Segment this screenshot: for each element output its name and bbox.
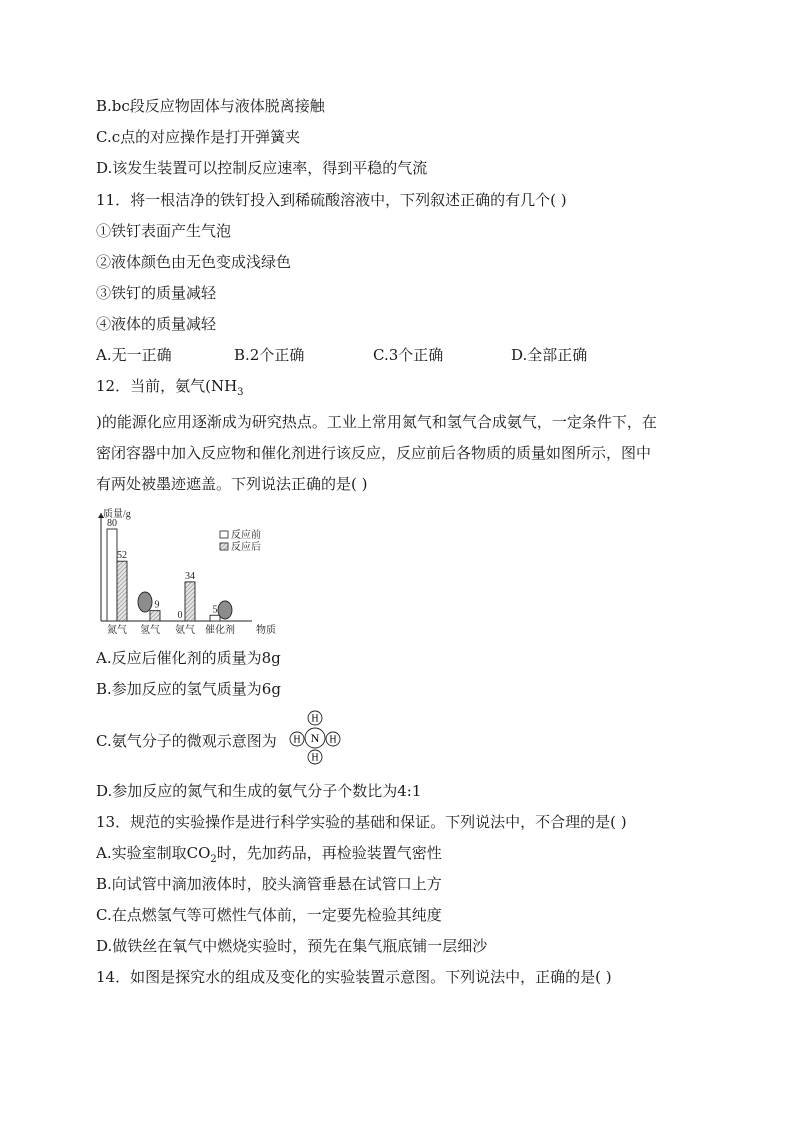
q12-stem-line-3: 密闭容器中加入反应物和催化剂进行该反应，反应前后各物质的质量如图所示，图中 bbox=[96, 444, 652, 462]
data-label-hydrogen-after: 9 bbox=[154, 599, 160, 611]
hydrogen-label-left: H bbox=[293, 734, 301, 746]
y-axis-label: 质量/g bbox=[103, 509, 131, 520]
q11-item-2: ②液体颜色由无色变成浅绿色 bbox=[96, 253, 292, 271]
q13-option-a-subscript: 2 bbox=[210, 854, 217, 865]
legend-label-before: 反应前 bbox=[231, 530, 261, 541]
q10-option-c: C.c点的对应操作是打开弹簧夹 bbox=[96, 128, 301, 146]
q13-option-b: B.向试管中滴加液体时，胶头滴管垂悬在试管口上方 bbox=[96, 875, 442, 893]
q13-option-a-prefix: A.实验室制取 bbox=[96, 844, 187, 862]
bar-nitrogen-after bbox=[117, 561, 127, 621]
category-label-ammonia: 氨气 bbox=[175, 625, 195, 636]
q13-option-a-formula: CO bbox=[186, 844, 211, 862]
q11-stem: 11．将一根洁净的铁钉投入到稀硫酸溶液中，下列叙述正确的有几个( ) bbox=[96, 191, 567, 209]
data-label-ammonia-before: 0 bbox=[177, 610, 183, 621]
q12-option-a: A.反应后催化剂的质量为8g bbox=[96, 649, 281, 667]
category-label-nitrogen: 氮气 bbox=[107, 625, 127, 636]
q12-option-d: D.参加反应的氮气和生成的氨气分子个数比为4:1 bbox=[96, 782, 422, 800]
q10-option-b: B.bc段反应物固体与液体脱离接触 bbox=[96, 97, 325, 115]
q12-stem-subscript: 3 bbox=[237, 387, 244, 398]
q11-option-b: B.2个正确 bbox=[234, 346, 305, 364]
q11-option-c: C.3个正确 bbox=[373, 346, 444, 364]
bar-hydrogen-after bbox=[150, 611, 160, 621]
q12-option-c: C.氨气分子的微观示意图为 bbox=[96, 732, 277, 750]
data-label-nitrogen-before: 80 bbox=[107, 518, 117, 529]
q12-stem-text: 12．当前，氨气(NH bbox=[96, 377, 238, 395]
q12-stem-line-4: 有两处被墨迹遮盖。下列说法正确的是( ) bbox=[96, 475, 368, 493]
q11-option-a: A.无一正确 bbox=[96, 346, 172, 364]
hydrogen-label-top: H bbox=[311, 713, 319, 725]
q12-stem-line-1 bbox=[96, 376, 244, 399]
hydrogen-label-right: H bbox=[329, 734, 337, 746]
q13-option-d: D.做铁丝在氧气中燃烧实验时，预先在集气瓶底铺一层细沙 bbox=[96, 937, 488, 955]
q13-stem: 13．规范的实验操作是进行科学实验的基础和保证。下列说法中，不合理的是( ) bbox=[96, 813, 627, 831]
q11-item-1: ①铁钉表面产生气泡 bbox=[96, 222, 232, 240]
category-label-catalyst: 催化剂 bbox=[205, 625, 235, 636]
q13-option-a-suffix: 时，先加药品，再检验装置气密性 bbox=[216, 844, 442, 862]
category-label-hydrogen: 氢气 bbox=[140, 625, 160, 636]
x-axis-label: 物质 bbox=[256, 625, 276, 636]
q11-item-3: ③铁钉的质量减轻 bbox=[96, 284, 217, 302]
legend-swatch-after bbox=[220, 543, 228, 550]
q13-option-a bbox=[96, 843, 442, 866]
bar-nitrogen-before bbox=[107, 529, 117, 621]
q11-item-4: ④液体的质量减轻 bbox=[96, 315, 217, 333]
hydrogen-label-bottom: H bbox=[311, 752, 319, 764]
legend-label-after: 反应后 bbox=[231, 542, 261, 553]
data-label-ammonia-after: 34 bbox=[185, 570, 195, 582]
q10-option-d: D.该发生装置可以控制反应速率，得到平稳的气流 bbox=[96, 159, 428, 177]
q12-option-b: B.参加反应的氢气质量为6g bbox=[96, 680, 281, 698]
ink-blot-hydrogen-before bbox=[138, 592, 152, 612]
data-label-catalyst-before: 5 bbox=[212, 604, 218, 616]
q13-option-c: C.在点燃氢气等可燃性气体前，一定要先检验其纯度 bbox=[96, 906, 442, 924]
ink-blot-catalyst-after bbox=[218, 601, 232, 619]
data-label-nitrogen-after: 52 bbox=[117, 550, 127, 562]
bar-ammonia-after bbox=[185, 582, 195, 621]
q14-stem: 14．如图是探究水的组成及变化的实验装置示意图。下列说法中，正确的是( ) bbox=[96, 968, 612, 986]
q12-stem-line-2: )的能源化应用逐渐成为研究热点。工业上常用氮气和氢气合成氨气，一定条件下，在 bbox=[96, 413, 657, 431]
q11-option-d: D.全部正确 bbox=[511, 346, 588, 364]
nitrogen-label: N bbox=[310, 731, 320, 745]
ammonia-molecule-diagram bbox=[284, 710, 346, 766]
mass-bar-chart bbox=[92, 503, 292, 643]
legend-swatch-before bbox=[220, 531, 228, 538]
bar-catalyst-before bbox=[210, 615, 220, 621]
